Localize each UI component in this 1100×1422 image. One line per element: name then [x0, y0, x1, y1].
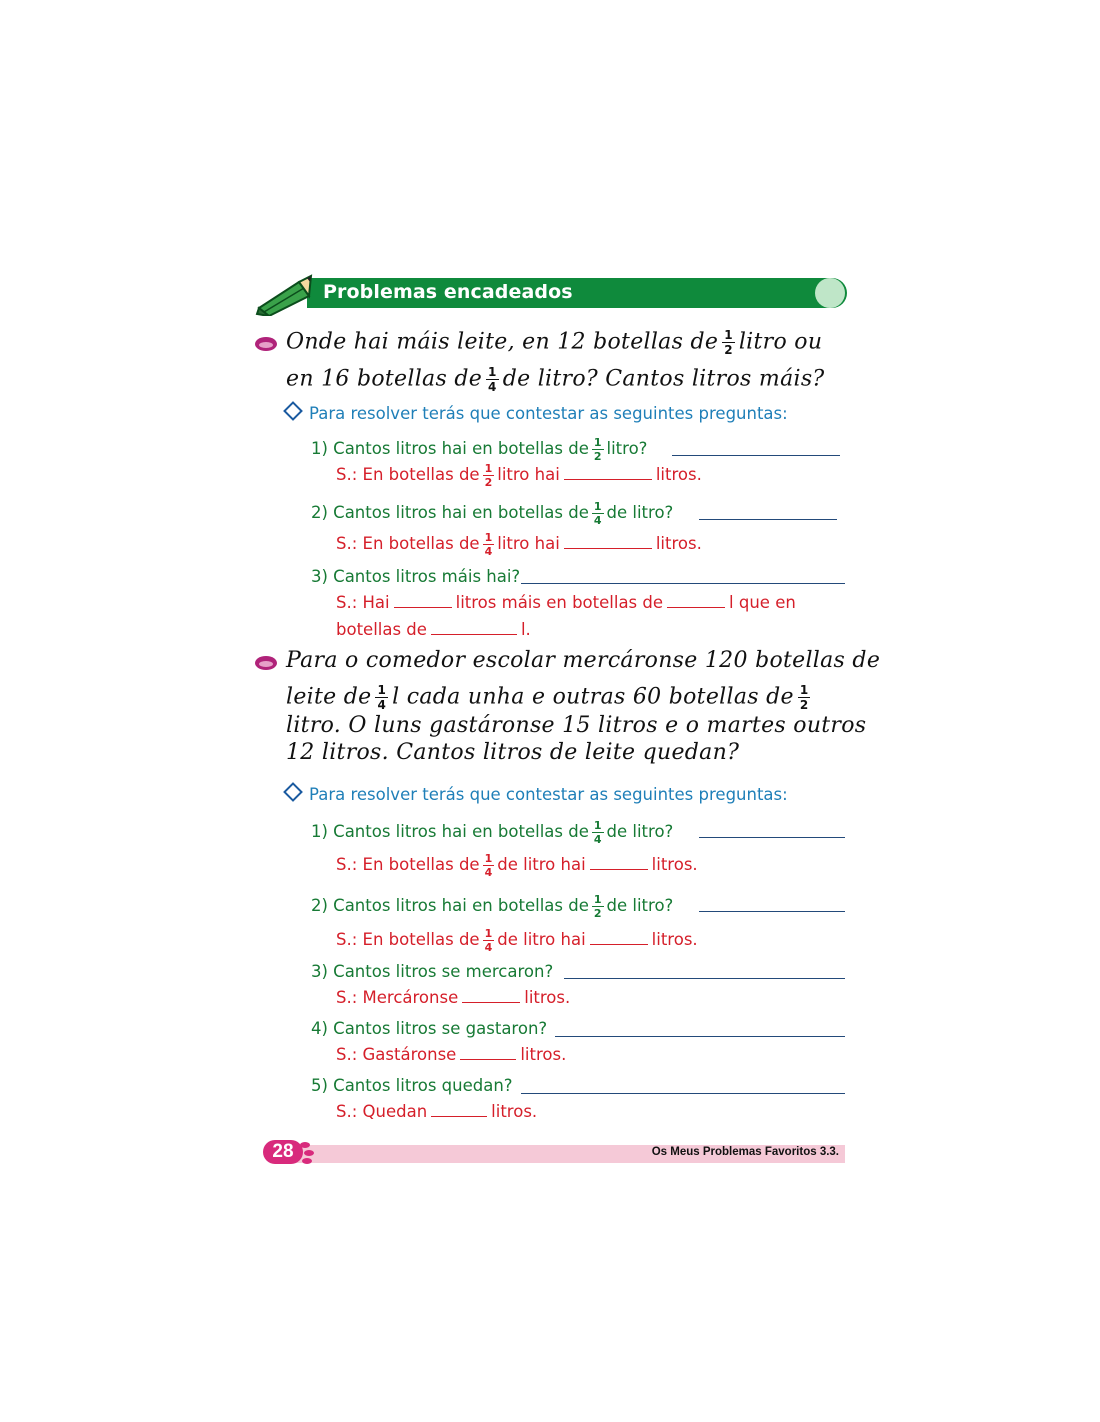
fraction: $\frac{1}{2}$ — [593, 893, 602, 920]
answer-line[interactable] — [521, 583, 845, 584]
problem2-line3: litro. O luns gastáronse 15 litros e o martes outros — [286, 713, 867, 738]
answer-line[interactable] — [564, 978, 845, 979]
answer-blank[interactable] — [431, 1102, 487, 1117]
problem-bullet-icon — [254, 336, 278, 352]
answer-line[interactable] — [699, 519, 837, 520]
problem1-answer-2: S.: En botellas de $\frac{1}{4}$ litro hai litros. — [336, 531, 702, 558]
answer-blank[interactable] — [590, 930, 648, 945]
answer-line[interactable] — [521, 1093, 845, 1094]
answer-line[interactable] — [699, 837, 845, 838]
fraction: $\frac{1}{4}$ — [593, 500, 602, 527]
problem2-question-3: 3) Cantos litros se mercaron? — [311, 962, 554, 981]
problem2-question-1: 1) Cantos litros hai en botellas de $\frac{1}{4}$ de litro? — [311, 819, 674, 846]
problem1-answer-3: S.: Hai litros máis en botellas de l que en — [336, 593, 796, 612]
answer-blank[interactable] — [431, 620, 517, 635]
fraction: $\frac{1}{2}$ — [724, 328, 733, 357]
page-number: 28 — [263, 1140, 303, 1164]
page-footer — [255, 1137, 845, 1167]
diamond-icon — [283, 782, 303, 802]
fraction: $\frac{1}{4}$ — [484, 852, 493, 879]
problem2-answer-3: S.: Mercáronse litros. — [336, 988, 571, 1007]
problem1-answer-3-cont: botellas de l. — [336, 620, 531, 639]
fraction: $\frac{1}{4}$ — [488, 365, 497, 394]
problem2-answer-1: S.: En botellas de $\frac{1}{4}$ de litro hai litros. — [336, 852, 698, 879]
answer-blank[interactable] — [460, 1045, 516, 1060]
answer-blank[interactable] — [394, 593, 452, 608]
problem-bullet-icon — [254, 655, 278, 671]
fraction: $\frac{1}{4}$ — [484, 927, 493, 954]
fraction: $\frac{1}{2}$ — [484, 462, 493, 489]
answer-blank[interactable] — [590, 855, 648, 870]
problem2-question-2: 2) Cantos litros hai en botellas de $\frac{1}{2}$ de litro? — [311, 893, 674, 920]
answer-blank[interactable] — [462, 988, 520, 1003]
answer-line[interactable] — [555, 1036, 845, 1037]
diamond-icon — [283, 401, 303, 421]
problem1-question-2: 2) Cantos litros hai en botellas de $\frac{1}{4}$ de litro? — [311, 500, 674, 527]
problem1-instruction: Para resolver terás que contestar as seguintes preguntas: — [286, 404, 788, 423]
answer-line[interactable] — [672, 455, 840, 456]
answer-blank[interactable] — [564, 534, 652, 549]
problem2-question-5: 5) Cantos litros quedan? — [311, 1076, 513, 1095]
problem2-answer-2: S.: En botellas de $\frac{1}{4}$ de litro hai litros. — [336, 927, 698, 954]
problem1-question-1: 1) Cantos litros hai en botellas de $\frac{1}{2}$ litro? — [311, 436, 648, 463]
book-title: Os Meus Problemas Favoritos 3.3. — [651, 1146, 839, 1158]
section-title: Problemas encadeados — [323, 281, 573, 303]
header-band-end — [815, 278, 845, 308]
fraction: $\frac{1}{4}$ — [377, 683, 387, 712]
problem1-line1: Onde hai máis leite, en 12 botellas de $\frac{1}{2}$ litro ou — [286, 328, 823, 357]
problem1-answer-1: S.: En botellas de $\frac{1}{2}$ litro hai litros. — [336, 462, 702, 489]
problem1-question-3: 3) Cantos litros máis hai? — [311, 567, 521, 586]
answer-line[interactable] — [699, 911, 845, 912]
fraction: $\frac{1}{4}$ — [593, 819, 602, 846]
problem2-line4: 12 litros. Cantos litros de leite quedan? — [286, 740, 740, 765]
problem2-answer-5: S.: Quedan litros. — [336, 1102, 538, 1121]
problem2-line2: leite de $\frac{1}{4}$ l cada unha e outras 60 botellas de $\frac{1}{2}$ — [286, 683, 809, 712]
pencil-icon — [255, 274, 319, 316]
fraction: $\frac{1}{2}$ — [593, 436, 602, 463]
fraction: $\frac{1}{2}$ — [799, 683, 809, 712]
answer-blank[interactable] — [667, 593, 725, 608]
problem2-line1: Para o comedor escolar mercáronse 120 botellas de — [286, 648, 881, 673]
problem2-question-4: 4) Cantos litros se gastaron? — [311, 1019, 548, 1038]
fraction: $\frac{1}{4}$ — [484, 531, 493, 558]
problem1-line2: en 16 botellas de $\frac{1}{4}$ de litro? Cantos litros máis? — [286, 365, 825, 394]
section-header — [255, 274, 847, 314]
problem2-instruction: Para resolver terás que contestar as seguintes preguntas: — [286, 785, 788, 804]
problem2-answer-4: S.: Gastáronse litros. — [336, 1045, 567, 1064]
answer-blank[interactable] — [564, 465, 652, 480]
